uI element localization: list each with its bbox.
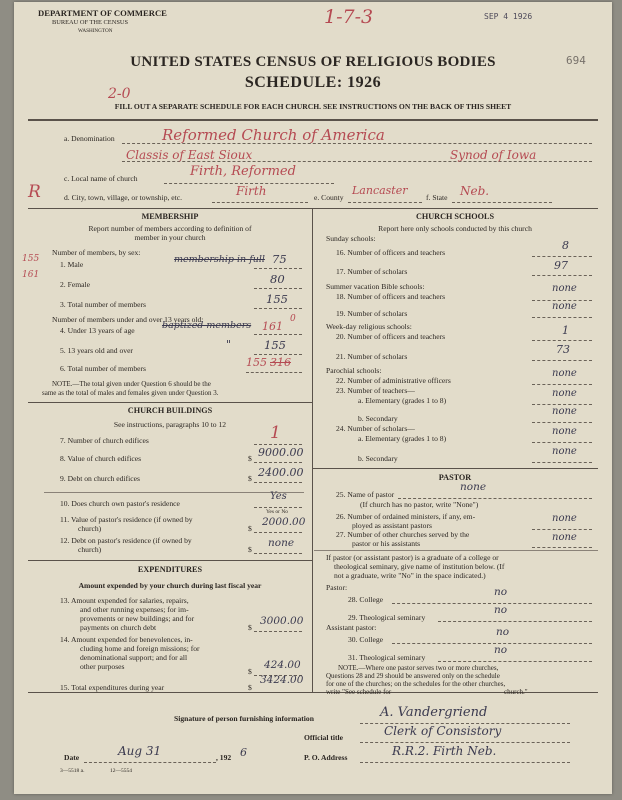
q24a-label: a. Elementary (grades 1 to 8) — [358, 434, 447, 443]
q7-label: 7. Number of church edifices — [60, 436, 149, 445]
synod-value: Synod of Iowa — [450, 148, 537, 162]
q19-value: none — [552, 301, 577, 312]
date-stamp: SEP 4 1926 — [484, 12, 533, 21]
r-mark: R — [28, 182, 41, 202]
q20-label: 20. Number of officers and teachers — [336, 332, 446, 341]
q14-label-4: other purposes — [80, 662, 125, 671]
grad-note-3: not a graduate, write "No" in the space indicated.) — [334, 571, 486, 580]
city-label: d. City, town, village, or township, etc. — [64, 193, 183, 202]
pastor-sub-label: Pastor: — [326, 583, 348, 592]
q26-label-2: ployed as assistant pastors — [352, 521, 432, 530]
membership-intro-1: Report number of members according to definition of — [88, 224, 252, 233]
signature-label: Signature of person furnishing information — [174, 714, 314, 723]
q14-label-2: cluding home and foreign missions; for — [80, 644, 200, 653]
q9-value: 2400.00 — [258, 466, 304, 479]
q22-value: none — [552, 368, 577, 379]
grad-note-1: If pastor (or assistant pastor) is a graduate of a college or — [326, 553, 499, 562]
q11-value: 2000.00 — [262, 516, 306, 528]
q24b-label: b. Secondary — [358, 454, 398, 463]
q1-label: 1. Male — [60, 260, 84, 269]
q2-label: 2. Female — [60, 280, 90, 289]
q5-value: 155 — [264, 338, 286, 352]
q9-dollar: $ — [248, 474, 252, 483]
q7-value: 1 — [270, 423, 281, 443]
date-value: Aug 31 — [118, 744, 162, 758]
q14-dollar: $ — [248, 667, 252, 676]
q12-value: none — [268, 537, 295, 549]
q25-value: none — [460, 481, 487, 493]
q27-label-1: 27. Number of other churches served by the — [336, 530, 470, 539]
q6-struck: 316 — [270, 356, 291, 369]
q23b-label: b. Secondary — [358, 414, 398, 423]
q6-label: 6. Total number of members — [60, 364, 147, 373]
q17-value: 97 — [554, 259, 568, 272]
classis-value: Classis of East Sioux — [126, 148, 253, 162]
local-name-label: c. Local name of church — [64, 174, 138, 183]
q5-ditto: " — [226, 338, 232, 351]
membership-title: MEMBERSHIP — [141, 212, 199, 221]
q12-label-1: 12. Debt on pastor's residence (if owned by — [60, 536, 192, 545]
q12-dollar: $ — [248, 545, 252, 554]
q13-label-4: payments on church debt — [80, 623, 157, 632]
q6-value: 155 — [246, 356, 267, 369]
q15-label: 15. Total expenditures during year — [60, 683, 165, 692]
grad-note-2: theological seminary, give name of institution below. (If — [334, 562, 505, 571]
schools-title: CHURCH SCHOOLS — [415, 212, 495, 221]
q31-value: no — [494, 644, 508, 656]
date-label: Date — [64, 753, 80, 762]
q15-dollar: $ — [248, 683, 252, 692]
q14-value: 424.00 — [264, 659, 301, 671]
q8-dollar: $ — [248, 454, 252, 463]
membership-intro-2: member in your church — [134, 233, 206, 242]
city-label: WASHINGTON — [78, 28, 113, 34]
assistant-sub-label: Assistant pastor: — [326, 623, 377, 632]
q28-label: 28. College — [348, 595, 384, 604]
schools-sub: Report here only schools conducted by this church — [378, 224, 532, 233]
q13-label-2: and other running expenses; for im- — [80, 605, 189, 614]
q13-value: 3000.00 — [260, 615, 304, 627]
q25-note: (If church has no pastor, write "None") — [360, 500, 479, 509]
expenditures-title: EXPENDITURES — [137, 565, 203, 574]
q19-label: 19. Number of scholars — [336, 309, 408, 318]
state-label: f. State — [426, 193, 448, 202]
q20-value: 1 — [562, 324, 569, 337]
q15-value: 3424.00 — [260, 674, 304, 686]
city-value: Firth — [236, 184, 267, 198]
q10-label: 10. Does church own pastor's residence — [60, 499, 180, 508]
q4-struck: baptized members — [162, 320, 252, 331]
buildings-title: CHURCH BUILDINGS — [127, 406, 213, 415]
q13-dollar: $ — [248, 623, 252, 632]
po-address-label: P. O. Address — [304, 753, 348, 762]
census-schedule-form — [14, 2, 612, 794]
margin-155: 155 — [22, 254, 40, 264]
q11-label-2: church) — [78, 524, 102, 533]
q13-label-1: 13. Amount expended for salaries, repairs, — [60, 596, 189, 605]
signature-value: A. Vandergriend — [380, 705, 488, 720]
stamp-number: 694 — [566, 54, 586, 67]
schedule-title: SCHEDULE: 1926 — [244, 74, 382, 91]
q4-label: 4. Under 13 years of age — [60, 326, 135, 335]
margin-161: 161 — [22, 270, 40, 280]
q4-value: 161 — [262, 320, 283, 333]
department-label: DEPARTMENT OF COMMERCE — [38, 8, 167, 18]
bureau-label: BUREAU OF THE CENSUS — [52, 19, 129, 26]
expenditures-sub: Amount expended by your church during last fiscal year — [78, 581, 262, 590]
q14-label-1: 14. Amount expended for benevolences, in- — [60, 635, 193, 644]
buildings-sub: See instructions, paragraphs 10 to 12 — [113, 420, 227, 429]
q24-label: 24. Number of scholars— — [336, 424, 415, 433]
q11-label-1: 11. Value of pastor's residence (if owned by — [60, 515, 193, 524]
q24b-value: none — [552, 446, 577, 457]
q29-value: no — [494, 604, 508, 616]
q21-label: 21. Number of scholars — [336, 352, 408, 361]
q30-value: no — [496, 626, 510, 638]
q26-label-1: 26. Number of ordained ministers, if any, em- — [336, 512, 476, 521]
q14-label-3: denominational support; and for all — [80, 653, 188, 662]
q13-label-3: provements or new buildings; and for — [80, 614, 195, 623]
q23a-label: a. Elementary (grades 1 to 8) — [358, 396, 447, 405]
form-number-2: 12—5554 — [110, 768, 132, 774]
q27-value: none — [552, 532, 577, 543]
q18-value: none — [552, 283, 577, 294]
instruction-line: FILL OUT A SEPARATE SCHEDULE FOR EACH CHURCH. SEE INSTRUCTIONS ON THE BACK OF THIS SHEET — [114, 102, 512, 111]
q12-label-2: church) — [78, 545, 102, 554]
membership-note-1: NOTE.—The total given under Question 6 should be the — [52, 380, 211, 388]
q30-label: 30. College — [348, 635, 384, 644]
q22-label: 22. Number of administrative officers — [336, 376, 451, 385]
q9-label: 9. Debt on church edifices — [60, 474, 140, 483]
q4-mark: 0 — [290, 314, 296, 324]
weekday-label: Week-day religious schools: — [326, 322, 412, 331]
q3-value: 155 — [266, 292, 288, 306]
q16-label: 16. Number of officers and teachers — [336, 248, 446, 257]
q8-label: 8. Value of church edifices — [60, 454, 142, 463]
q18-label: 18. Number of officers and teachers — [336, 292, 446, 301]
yes-or-no-label: Yes or No — [266, 509, 289, 515]
state-value: Neb. — [460, 184, 490, 198]
membership-note-2: same as the total of males and females given under Question 3. — [42, 389, 219, 397]
form-title: UNITED STATES CENSUS OF RELIGIOUS BODIES — [130, 54, 496, 70]
local-name-value: Firth, Reformed — [190, 164, 296, 179]
q10-value: Yes — [270, 491, 287, 502]
q17-label: 17. Number of scholars — [336, 267, 408, 276]
age-intro: Number of members under and over 13 years old: — [52, 315, 204, 324]
q26-value: none — [552, 513, 577, 524]
q31-label: 31. Theological seminary — [348, 653, 426, 662]
q3-label: 3. Total number of members — [60, 300, 147, 309]
q29-label: 29. Theological seminary — [348, 613, 426, 622]
form-number: 3—5518 a. — [60, 768, 85, 774]
q16-value: 8 — [562, 239, 569, 252]
county-label: e. County — [314, 193, 344, 202]
county-value: Lancaster — [352, 184, 408, 197]
pastor-note-4: write "See schedule for — [326, 688, 392, 696]
by-sex-label: Number of members, by sex: — [52, 248, 141, 257]
official-title-label: Official title — [304, 733, 344, 742]
q5-label: 5. 13 years old and over — [60, 346, 133, 355]
q2-value: 80 — [270, 272, 285, 286]
q8-value: 9000.00 — [258, 446, 304, 459]
summer-label: Summer vacation Bible schools: — [326, 282, 425, 291]
q24a-value: none — [552, 426, 577, 437]
parochial-label: Parochial schools: — [326, 366, 382, 375]
official-title-value: Clerk of Consistory — [384, 724, 502, 738]
denomination-label: a. Denomination — [64, 134, 115, 143]
denomination-value: Reformed Church of America — [162, 126, 385, 144]
pastor-note-2: Questions 28 and 29 should be answered only on the schedule — [326, 672, 500, 680]
red-mark: 2-0 — [108, 86, 131, 102]
q28-value: no — [494, 586, 508, 598]
q1-value: 75 — [272, 252, 287, 266]
year-prefix: , 192 — [216, 753, 232, 762]
q23-label: 23. Number of teachers— — [336, 386, 415, 395]
q25-label: 25. Name of pastor — [336, 490, 395, 499]
pastor-title: PASTOR — [438, 473, 472, 482]
po-address-value: R.R.2. Firth Neb. — [392, 744, 497, 758]
q11-dollar: $ — [248, 524, 252, 533]
sunday-label: Sunday schools: — [326, 234, 376, 243]
pastor-note-5: church." — [504, 688, 528, 696]
year-digit: 6 — [240, 746, 247, 759]
pastor-note-3: for one of the churches; on the schedules for the other churches, — [326, 680, 506, 688]
q1-struck: membership in full — [174, 254, 265, 265]
q21-value: 73 — [556, 343, 570, 356]
q23b-value: none — [552, 406, 577, 417]
q27-label-2: pastor or his assistants — [352, 539, 421, 548]
pastor-note-1: NOTE.—Where one pastor serves two or more churches, — [338, 664, 499, 672]
red-code: 1-7-3 — [324, 6, 374, 28]
q23a-value: none — [552, 388, 577, 399]
